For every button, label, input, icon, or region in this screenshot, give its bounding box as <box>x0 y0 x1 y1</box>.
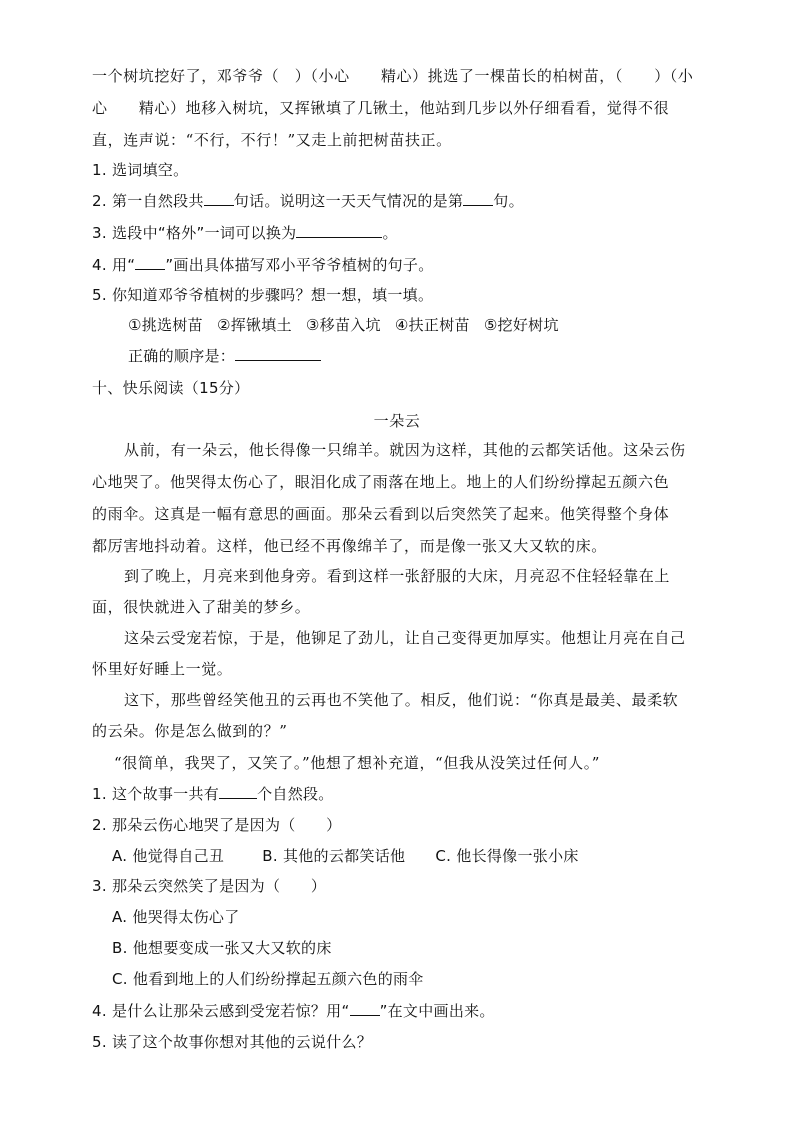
reading-question-4-part-a: 4. 是什么让那朵云感到受宠若惊？用“ <box>92 1002 350 1020</box>
question-1: 1. 选词填空。 <box>92 161 189 179</box>
question-2-part-b: 句话。说明这一天天气情况的是第 <box>233 192 464 210</box>
steps-row <box>128 315 559 335</box>
step-3: ③移苗入坑 <box>305 316 381 334</box>
step-4: ④扶正树苗 <box>394 316 470 334</box>
story-line: 从前，有一朵云，他长得像一只绵羊。就因为这样，其他的云都笑话他。这朵云伤 <box>124 441 686 459</box>
underline-sample <box>135 255 165 270</box>
reading-question-4 <box>92 1001 495 1021</box>
reading-question-4-part-b: ”在文中画出来。 <box>379 1002 495 1020</box>
question-4-part-b: ”画出具体描写邓小平爷爷植树的句子。 <box>165 256 434 274</box>
answer-blank[interactable] <box>219 784 257 799</box>
reading-question-1-part-b: 个自然段。 <box>257 785 334 803</box>
question-5: 5. 你知道邓爷爷植树的步骤吗？想一想，填一填。 <box>92 286 434 304</box>
question-2 <box>92 191 524 211</box>
story-line: 这朵云受宠若惊，于是，他铆足了劲儿，让自己变得更加厚实。他想让月亮在自己 <box>124 629 686 647</box>
answer-blank[interactable] <box>235 346 321 361</box>
question-4-part-a: 4. 用“ <box>92 256 136 274</box>
story-line: 怀里好好睡上一觉。 <box>92 660 233 678</box>
option-c: C. 他长得像一张小床 <box>435 847 579 865</box>
section-heading: 十、快乐阅读（15分） <box>92 379 250 397</box>
intro-line-1: 一个树坑挖好了，邓爷爷（ ）（小心 精心）挑选了一棵苗长的柏树苗，（ ）（小 <box>92 67 694 85</box>
question-3 <box>92 223 398 243</box>
story-line: 面，很快就进入了甜美的梦乡。 <box>92 598 311 616</box>
option-b: B. 他想要变成一张又大又软的床 <box>112 939 332 957</box>
step-2: ②挥锹填土 <box>216 316 292 334</box>
reading-question-1-part-a: 1. 这个故事一共有 <box>92 785 220 803</box>
story-line: 这下，那些曾经笑他丑的云再也不笑他了。相反，他们说：“你真是最美、最柔软 <box>124 691 679 709</box>
story-line: “很简单，我哭了，又笑了。”他想了想补充道，“但我从没笑过任何人。” <box>114 754 601 772</box>
reading-question-2: 2. 那朵云伤心地哭了是因为（ ） <box>92 816 342 834</box>
underline-sample <box>350 1001 380 1016</box>
step-5: ⑤挖好树坑 <box>483 316 559 334</box>
intro-line-3: 直，连声说：“不行，不行！”又走上前把树苗扶正。 <box>92 131 452 149</box>
reading-question-2-options <box>112 846 579 866</box>
intro-line-2: 心 精心）地移入树坑，又挥锹填了几锹土，他站到几步以外仔细看看，觉得不很 <box>92 99 670 117</box>
step-1: ①挑选树苗 <box>128 316 203 334</box>
order-label: 正确的顺序是： <box>128 347 236 365</box>
question-3-part-b: 。 <box>382 224 398 242</box>
option-a: A. 他哭得太伤心了 <box>112 908 240 926</box>
reading-question-5: 5. 读了这个故事你想对其他的云说什么？ <box>92 1033 373 1051</box>
story-line: 都厉害地抖动着。这样，他已经不再像绵羊了，而是像一张又大又软的床。 <box>92 537 607 555</box>
option-c: C. 他看到地上的人们纷纷撑起五颜六色的雨伞 <box>112 970 424 988</box>
order-row <box>128 346 321 366</box>
question-3-part-a: 3. 选段中“格外”一词可以换为 <box>92 224 297 242</box>
question-2-part-a: 2. 第一自然段共 <box>92 192 204 210</box>
question-4 <box>92 255 434 275</box>
question-2-part-c: 句。 <box>493 192 524 210</box>
story-line: 的雨伞。这真是一幅有意思的画面。那朵云看到以后突然笑了起来。他笑得整个身体 <box>92 505 670 523</box>
story-title: 一朵云 <box>373 412 421 430</box>
story-line: 心地哭了。他哭得太伤心了，眼泪化成了雨落在地上。地上的人们纷纷撑起五颜六色 <box>92 473 670 491</box>
answer-blank[interactable] <box>204 191 234 206</box>
answer-blank[interactable] <box>296 223 382 238</box>
reading-question-3: 3. 那朵云突然笑了是因为（ ） <box>92 877 327 895</box>
reading-question-1 <box>92 784 334 804</box>
option-a: A. 他觉得自己丑 <box>112 847 225 865</box>
option-b: B. 其他的云都笑话他 <box>262 847 406 865</box>
answer-blank[interactable] <box>463 191 493 206</box>
story-line: 的云朵。你是怎么做到的？” <box>92 722 288 740</box>
story-line: 到了晚上，月亮来到他身旁。看到这样一张舒服的大床，月亮忍不住轻轻靠在上 <box>124 567 671 585</box>
